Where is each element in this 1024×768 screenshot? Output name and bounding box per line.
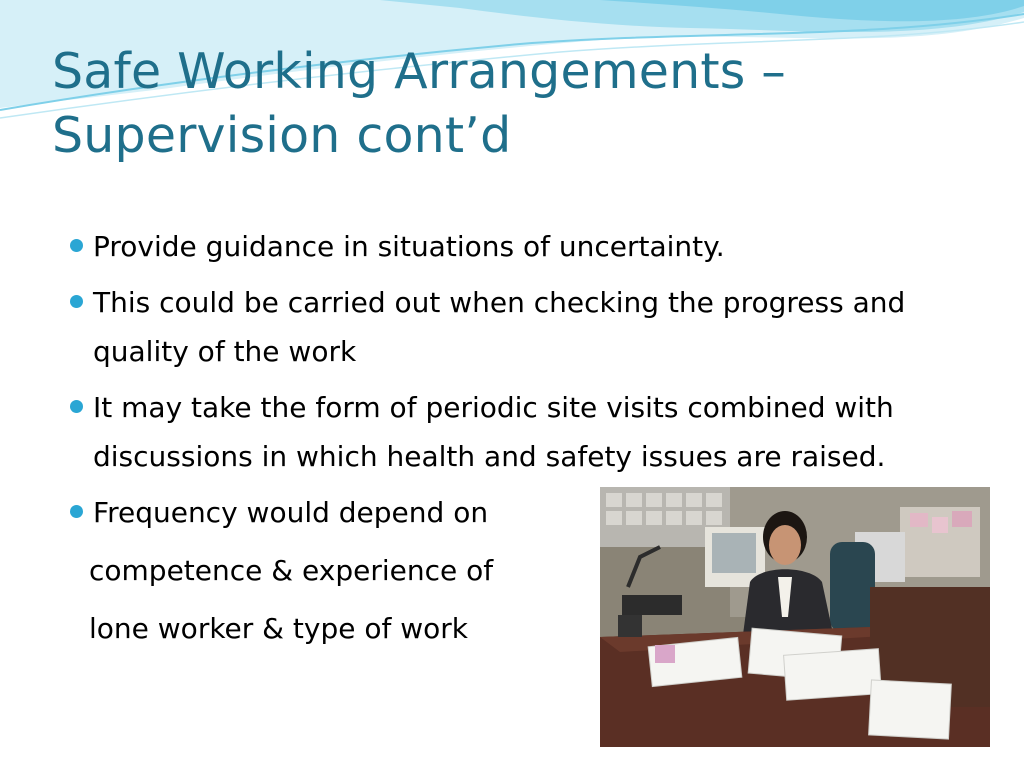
bullet-text-1: Provide guidance in situations of uncertainty. [93, 230, 725, 263]
office-worker-photo [600, 487, 990, 747]
bullet-item-3 [64, 383, 974, 481]
bullet-item-4 [64, 488, 593, 537]
title-line-1: Safe Working Arrangements – [52, 43, 786, 100]
bullet-icon [70, 295, 83, 308]
bullet-item-1 [64, 222, 974, 271]
title-line-2: Supervision cont’d [52, 107, 512, 164]
bullet-icon [70, 239, 83, 252]
bullet-icon [70, 400, 83, 413]
continuation-line-1: competence & experience of [89, 554, 494, 587]
bullet-item-2 [64, 278, 974, 376]
bullet-icon [70, 505, 83, 518]
bullet-text-2: This could be carried out when checking the progress and quality of the work [93, 286, 906, 368]
bullet-text-3: It may take the form of periodic site visits combined with discussions in which health and safety issues are raised. [93, 391, 894, 473]
slide-title [52, 40, 992, 168]
bullet-text-4: Frequency would depend on [93, 496, 489, 529]
continuation-line-2: lone worker & type of work [89, 612, 469, 645]
